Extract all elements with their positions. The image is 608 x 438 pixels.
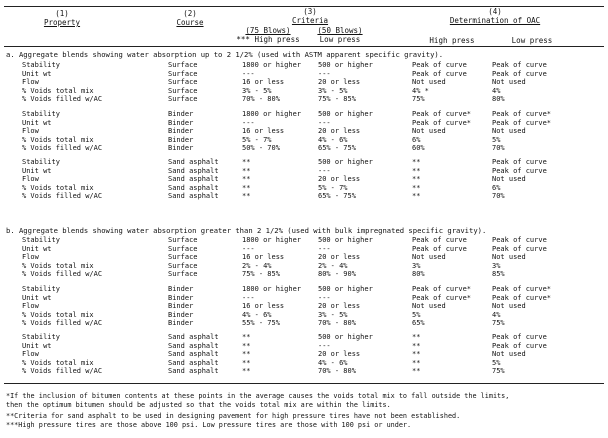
cell-oac-high: Peak of curve [412, 61, 467, 69]
cell-oac-low: Peak of curve [492, 236, 547, 244]
section-b-title: b. Aggregate blends showing water absorption greater than 2 1/2% (used with bulk impregnated specific gravity). [6, 226, 487, 235]
cell-oac-high: ** [412, 166, 421, 175]
cell-criteria-low: --- [318, 341, 331, 350]
cell-property: Unit wt [22, 69, 52, 78]
cell-oac-high: ** [412, 158, 421, 166]
cell-oac-low: Peak of curve [492, 341, 547, 350]
col3-sub-50-blows: (50 Blows) [317, 26, 363, 35]
cell-course: Sand asphalt [168, 350, 219, 359]
cell-oac-low: 70% [492, 192, 505, 201]
cell-oac-high: Peak of curve [412, 236, 467, 244]
cell-course: Binder [168, 310, 194, 319]
cell-course: Sand asphalt [168, 183, 219, 192]
cell-course: Sand asphalt [168, 158, 219, 166]
cell-course: Surface [168, 244, 198, 253]
cell-criteria-high: 75% - 85% [242, 270, 280, 279]
cell-oac-low: 5% [492, 135, 501, 144]
cell-course: Surface [168, 61, 198, 69]
cell-property: % Voids total mix [22, 358, 94, 367]
cell-property: % Voids total mix [22, 86, 94, 95]
col3-sub-low-press: Low press [319, 35, 361, 44]
cell-criteria-high: 1800 or higher [242, 236, 302, 244]
cell-criteria-high: --- [242, 69, 255, 78]
cell-criteria-low: 2% - 4% [318, 261, 348, 270]
cell-oac-low: Peak of curve* [492, 110, 552, 118]
cell-oac-high: Not used [412, 78, 446, 87]
cell-course: Surface [168, 270, 198, 279]
cell-criteria-low: 65% - 75% [318, 192, 356, 201]
cell-oac-low: Peak of curve [492, 69, 547, 78]
cell-property: % Voids filled w/AC [22, 95, 103, 104]
col3-sub-high-press: *** High press [236, 35, 300, 44]
cell-oac-low: 4% [492, 310, 501, 319]
cell-property: Unit wt [22, 118, 52, 127]
cell-criteria-high: 4% - 6% [242, 310, 272, 319]
cell-property: Flow [22, 253, 39, 262]
cell-criteria-high: --- [242, 118, 255, 127]
cell-criteria-low: 70% - 80% [318, 319, 356, 328]
cell-property: Stability [22, 285, 60, 293]
cell-property: Flow [22, 127, 39, 136]
header-rule [4, 46, 604, 47]
cell-oac-low: Peak of curve [492, 244, 547, 253]
cell-property: Unit wt [22, 166, 52, 175]
cell-criteria-high: 16 or less [242, 253, 285, 262]
cell-oac-low: Not used [492, 350, 526, 359]
col1-number: (1) [55, 9, 69, 18]
cell-criteria-low: 20 or less [318, 302, 361, 311]
cell-criteria-high: ** [242, 166, 251, 175]
col2-heading: Course [176, 18, 204, 27]
cell-oac-high: ** [412, 333, 421, 341]
cell-criteria-high: 2% - 4% [242, 261, 272, 270]
cell-course: Binder [168, 135, 194, 144]
cell-property: Stability [22, 236, 60, 244]
cell-property: Stability [22, 158, 60, 166]
cell-oac-low: 70% [492, 144, 505, 153]
cell-property: Flow [22, 350, 39, 359]
cell-criteria-low: 500 or higher [318, 285, 373, 293]
cell-oac-low: Peak of curve* [492, 285, 552, 293]
cell-criteria-high: 16 or less [242, 78, 285, 87]
cell-criteria-high: 1800 or higher [242, 110, 302, 118]
cell-criteria-low: 65% - 75% [318, 144, 356, 153]
cell-property: Stability [22, 333, 60, 341]
cell-oac-high: Peak of curve* [412, 110, 472, 118]
cell-property: % Voids filled w/AC [22, 319, 103, 328]
cell-course: Surface [168, 86, 198, 95]
cell-oac-high: Peak of curve [412, 244, 467, 253]
cell-criteria-high: ** [242, 183, 251, 192]
cell-course: Binder [168, 144, 194, 153]
col4-number: (4) [488, 7, 502, 16]
cell-criteria-low: 20 or less [318, 253, 361, 262]
cell-oac-low: Not used [492, 175, 526, 184]
cell-course: Surface [168, 261, 198, 270]
cell-property: % Voids total mix [22, 183, 94, 192]
cell-oac-low: Peak of curve [492, 61, 547, 69]
cell-criteria-low: 4% - 6% [318, 135, 348, 144]
cell-course: Surface [168, 95, 198, 104]
cell-oac-low: Not used [492, 78, 526, 87]
col4-sub-low-press: Low press [511, 36, 553, 45]
cell-criteria-high: --- [242, 293, 255, 302]
cell-property: % Voids filled w/AC [22, 192, 103, 201]
cell-oac-low: 80% [492, 95, 505, 104]
cell-course: Sand asphalt [168, 367, 219, 376]
cell-criteria-low: 70% - 80% [318, 367, 356, 376]
cell-property: Flow [22, 78, 39, 87]
cell-oac-low: Not used [492, 302, 526, 311]
cell-criteria-low: --- [318, 293, 331, 302]
cell-criteria-high: 16 or less [242, 302, 285, 311]
col3-heading: Criteria [291, 16, 329, 25]
cell-course: Surface [168, 69, 198, 78]
cell-criteria-high: ** [242, 175, 251, 184]
cell-course: Surface [168, 253, 198, 262]
cell-criteria-high: ** [242, 350, 251, 359]
bottom-rule [4, 383, 604, 384]
cell-criteria-low: 80% - 90% [318, 270, 356, 279]
cell-criteria-low: --- [318, 244, 331, 253]
footnote-3: ***High pressure tires are those above 100 psi. Low pressure tires are those with 100 psi or under. [6, 421, 412, 429]
cell-oac-low: Peak of curve [492, 333, 547, 341]
cell-oac-high: ** [412, 341, 421, 350]
cell-criteria-high: ** [242, 341, 251, 350]
cell-oac-high: Not used [412, 302, 446, 311]
col4-heading: Determination of OAC [449, 16, 541, 25]
cell-criteria-low: 500 or higher [318, 158, 373, 166]
cell-property: Flow [22, 302, 39, 311]
cell-criteria-high: ** [242, 358, 251, 367]
cell-criteria-high: 1800 or higher [242, 285, 302, 293]
cell-oac-high: ** [412, 183, 421, 192]
cell-oac-high: Not used [412, 253, 446, 262]
cell-oac-low: Not used [492, 127, 526, 136]
cell-oac-low: 4% [492, 86, 501, 95]
cell-property: Unit wt [22, 293, 52, 302]
cell-oac-low: 85% [492, 270, 505, 279]
cell-criteria-low: 500 or higher [318, 333, 373, 341]
col3-number: (3) [303, 7, 317, 16]
cell-oac-low: Peak of curve* [492, 293, 552, 302]
cell-criteria-low: 75% - 85% [318, 95, 356, 104]
col3-sub-75-blows: (75 Blows) [245, 26, 291, 35]
cell-criteria-high: 3% - 5% [242, 86, 272, 95]
cell-course: Sand asphalt [168, 166, 219, 175]
cell-property: Stability [22, 61, 60, 69]
cell-criteria-low: 3% - 5% [318, 86, 348, 95]
cell-criteria-high: 50% - 70% [242, 144, 280, 153]
cell-oac-high: ** [412, 175, 421, 184]
cell-oac-high: Not used [412, 127, 446, 136]
cell-course: Sand asphalt [168, 333, 219, 341]
cell-oac-low: Peak of curve* [492, 118, 552, 127]
cell-criteria-low: 20 or less [318, 127, 361, 136]
cell-criteria-high: --- [242, 244, 255, 253]
cell-criteria-low: --- [318, 69, 331, 78]
cell-criteria-high: 16 or less [242, 127, 285, 136]
cell-property: Flow [22, 175, 39, 184]
cell-criteria-low: 4% - 6% [318, 358, 348, 367]
cell-criteria-low: 20 or less [318, 78, 361, 87]
cell-oac-high: 6% [412, 135, 421, 144]
cell-oac-high: ** [412, 350, 421, 359]
cell-oac-low: Peak of curve [492, 166, 547, 175]
cell-course: Surface [168, 236, 198, 244]
cell-oac-low: 3% [492, 261, 501, 270]
section-a-title: a. Aggregate blends showing water absorption up to 2 1/2% (used with ASTM apparent specific gravity). [6, 50, 444, 59]
cell-course: Binder [168, 110, 194, 118]
footnote-1-cont: then the optimum bitumen should be adjusted so that the voids total mix are within the limits. [6, 401, 391, 409]
cell-criteria-low: 500 or higher [318, 110, 373, 118]
cell-course: Sand asphalt [168, 175, 219, 184]
col1-heading: Property [43, 18, 81, 27]
footnote-1: *If the inclusion of bitumen contents at these points in the average causes the voids total mix to fall outside the limits, [6, 392, 510, 400]
cell-oac-high: Peak of curve* [412, 293, 472, 302]
cell-course: Sand asphalt [168, 341, 219, 350]
cell-criteria-high: ** [242, 158, 251, 166]
cell-property: Unit wt [22, 341, 52, 350]
cell-criteria-low: --- [318, 166, 331, 175]
cell-property: Stability [22, 110, 60, 118]
cell-course: Sand asphalt [168, 358, 219, 367]
col2-number: (2) [183, 9, 197, 18]
cell-criteria-high: ** [242, 333, 251, 341]
cell-property: % Voids filled w/AC [22, 144, 103, 153]
cell-criteria-low: 500 or higher [318, 61, 373, 69]
cell-oac-high: 80% [412, 270, 425, 279]
cell-oac-high: 60% [412, 144, 425, 153]
cell-property: % Voids filled w/AC [22, 270, 103, 279]
cell-course: Binder [168, 319, 194, 328]
cell-course: Binder [168, 285, 194, 293]
cell-criteria-low: 5% - 7% [318, 183, 348, 192]
cell-oac-high: Peak of curve [412, 69, 467, 78]
cell-oac-low: 75% [492, 367, 505, 376]
cell-oac-low: Not used [492, 253, 526, 262]
cell-property: % Voids filled w/AC [22, 367, 103, 376]
cell-property: % Voids total mix [22, 261, 94, 270]
cell-criteria-high: 5% - 7% [242, 135, 272, 144]
cell-criteria-high: ** [242, 192, 251, 201]
cell-property: Unit wt [22, 244, 52, 253]
cell-property: % Voids total mix [22, 135, 94, 144]
cell-oac-low: 75% [492, 319, 505, 328]
cell-oac-low: 6% [492, 183, 501, 192]
cell-oac-low: 5% [492, 358, 501, 367]
cell-oac-low: Peak of curve [492, 158, 547, 166]
cell-course: Sand asphalt [168, 192, 219, 201]
cell-criteria-low: 500 or higher [318, 236, 373, 244]
cell-course: Binder [168, 293, 194, 302]
cell-criteria-high: 1800 or higher [242, 61, 302, 69]
cell-oac-high: Peak of curve* [412, 118, 472, 127]
cell-criteria-high: ** [242, 367, 251, 376]
cell-oac-high: 65% [412, 319, 425, 328]
cell-criteria-low: 20 or less [318, 350, 361, 359]
cell-criteria-low: 20 or less [318, 175, 361, 184]
cell-oac-high: ** [412, 358, 421, 367]
cell-criteria-low: --- [318, 118, 331, 127]
cell-oac-high: ** [412, 192, 421, 201]
cell-criteria-low: 3% - 5% [318, 310, 348, 319]
cell-oac-high: 5% [412, 310, 421, 319]
cell-oac-high: 4% * [412, 86, 429, 95]
cell-course: Binder [168, 127, 194, 136]
cell-course: Binder [168, 118, 194, 127]
cell-criteria-high: 70% - 80% [242, 95, 280, 104]
cell-oac-high: ** [412, 367, 421, 376]
col4-sub-high-press: High press [429, 36, 475, 45]
cell-oac-high: 3% [412, 261, 421, 270]
cell-oac-high: Peak of curve* [412, 285, 472, 293]
cell-course: Binder [168, 302, 194, 311]
cell-property: % Voids total mix [22, 310, 94, 319]
cell-course: Surface [168, 78, 198, 87]
cell-oac-high: 75% [412, 95, 425, 104]
cell-criteria-high: 55% - 75% [242, 319, 280, 328]
footnote-2: **Criteria for sand asphalt to be used in designing pavement for high pressure tires have not been established. [6, 412, 461, 420]
